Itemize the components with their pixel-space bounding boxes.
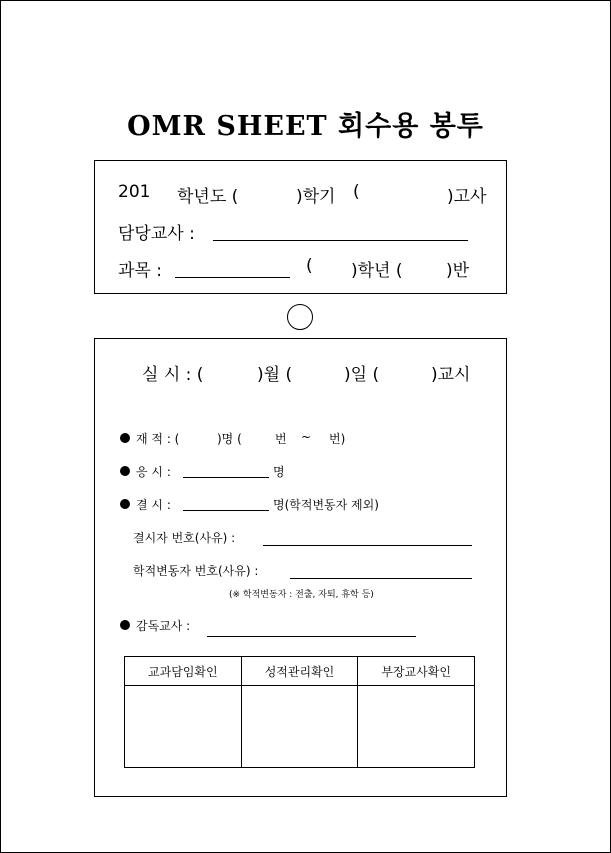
absence-unit: 명(학적변동자 제외) <box>273 498 379 512</box>
confirmation-table <box>124 656 475 768</box>
period-label: )교시 <box>431 365 471 385</box>
confirm-cell-head-teacher[interactable] <box>358 686 475 768</box>
bullet-icon <box>120 466 130 476</box>
transfer-note: (※ 학적변동자 : 전출, 자퇴, 휴학 등) <box>229 590 374 600</box>
year-prefix: 201 <box>118 182 151 202</box>
enrollment-label: 재 적 : ( <box>136 432 180 446</box>
month-label: )월 ( <box>257 365 293 385</box>
exam-date-label: 실 시 : ( <box>142 365 204 385</box>
confirm-header-grade-manager: 성적관리확인 <box>241 657 358 686</box>
attendance-unit: 명 <box>273 465 285 479</box>
exam-open: ( <box>353 182 360 202</box>
absentee-numbers-field[interactable] <box>263 545 472 546</box>
enrollment-num-to: 번) <box>329 432 346 446</box>
enrollment-count-label: )명 ( <box>217 432 242 446</box>
absence-field[interactable] <box>183 510 269 511</box>
subject-label: 과목 : <box>118 261 162 281</box>
confirm-header-subject-teacher: 교과담임확인 <box>125 657 242 686</box>
proctor-field[interactable] <box>207 636 416 637</box>
bullet-icon <box>120 620 130 630</box>
bullet-icon <box>120 433 130 443</box>
grade-open: ( <box>306 256 313 276</box>
page-title: OMR SHEET 회수용 봉투 <box>127 111 484 142</box>
teacher-field[interactable] <box>213 240 468 241</box>
confirm-header-head-teacher: 부장교사확인 <box>358 657 475 686</box>
attendance-label: 응 시 : <box>136 465 171 479</box>
semester-label: )학기 <box>296 187 336 207</box>
absentee-numbers-label: 결시자 번호(사유) : <box>133 531 236 545</box>
day-label: )일 ( <box>344 365 380 385</box>
confirm-cell-grade-manager[interactable] <box>241 686 358 768</box>
proctor-label: 감독교사 : <box>136 619 191 633</box>
teacher-label: 담당교사 : <box>118 224 195 244</box>
bullet-icon <box>120 499 130 509</box>
exam-label: )고사 <box>447 187 487 207</box>
enrollment-num-from: 번 <box>275 432 287 446</box>
grade-label: )학년 ( <box>351 261 403 281</box>
punch-hole-circle <box>287 304 313 330</box>
class-label: )반 <box>446 261 470 281</box>
changed-numbers-field[interactable] <box>290 578 472 579</box>
attendance-field[interactable] <box>183 477 269 478</box>
confirm-cell-subject-teacher[interactable] <box>125 686 242 768</box>
absence-label: 결 시 : <box>136 498 171 512</box>
school-year-label: 학년도 ( <box>177 187 239 207</box>
enrollment-tilde: ~ <box>301 430 312 444</box>
subject-field[interactable] <box>175 277 290 278</box>
changed-numbers-label: 학적변동자 번호(사유) : <box>133 564 259 578</box>
